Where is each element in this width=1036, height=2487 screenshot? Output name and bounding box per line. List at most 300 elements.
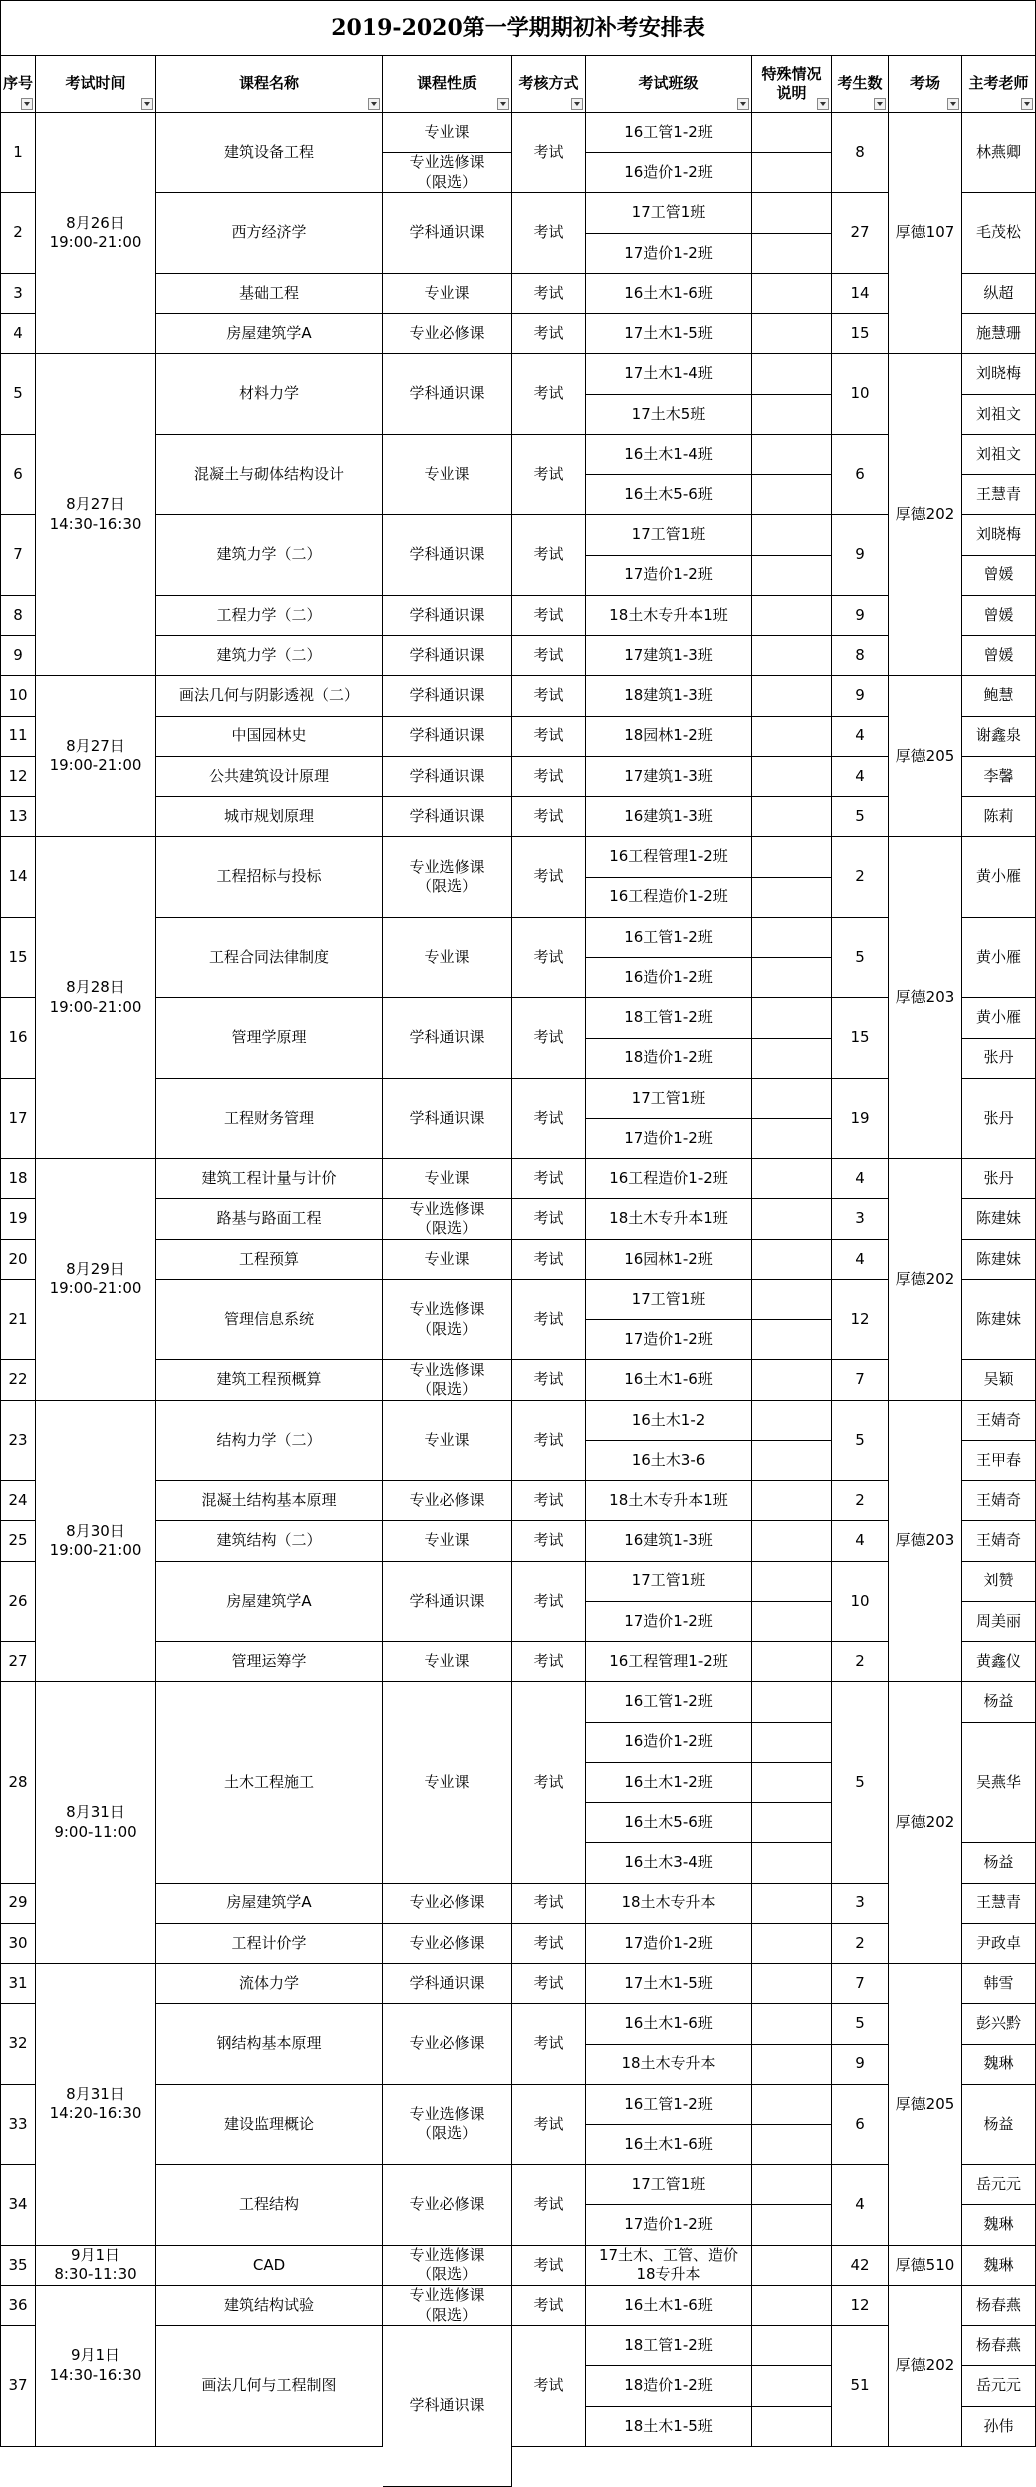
exam-class: 16土木1-6班 — [586, 2125, 752, 2165]
row-number: 15 — [0, 918, 36, 998]
student-count: 4 — [832, 1159, 889, 1199]
lead-teacher: 吴燕华 — [962, 1723, 1036, 1844]
special-note — [752, 1884, 832, 1924]
lead-teacher: 韩雪 — [962, 1964, 1036, 2004]
exam-class: 18土木1-5班 — [586, 2407, 752, 2447]
row-number: 11 — [0, 717, 36, 757]
header-label: 考核方式 — [518, 74, 579, 93]
exam-class: 17土木、工管、造价 18专升本 — [586, 2246, 752, 2286]
row-number: 33 — [0, 2085, 36, 2165]
exam-class: 16建筑1-3班 — [586, 1521, 752, 1561]
header-label: 课程名称 — [238, 74, 299, 93]
course-name: 建筑力学（二） — [156, 636, 383, 676]
course-name: 中国园林史 — [156, 717, 383, 757]
student-count: 15 — [832, 314, 889, 354]
row-number: 2 — [0, 193, 36, 273]
exam-class: 18土木专升本 — [586, 1884, 752, 1924]
course-name: CAD — [156, 2246, 383, 2286]
exam-class: 17造价1-2班 — [586, 1602, 752, 1642]
course-name: 建设监理概论 — [156, 2085, 383, 2165]
special-note — [752, 1682, 832, 1722]
student-count: 9 — [832, 515, 889, 595]
lead-teacher: 黄小雁 — [962, 998, 1036, 1038]
exam-class: 16土木1-2班 — [586, 1763, 752, 1803]
special-note — [752, 193, 832, 233]
course-nature: 学科通识课 — [383, 515, 512, 595]
lead-teacher: 王婧奇 — [962, 1481, 1036, 1521]
exam-class: 16土木1-6班 — [586, 2286, 752, 2326]
exam-class: 16造价1-2班 — [586, 153, 752, 193]
special-note — [752, 2085, 832, 2125]
exam-method: 考试 — [512, 1642, 586, 1682]
exam-time: 8月31日 14:20-16:30 — [36, 1964, 156, 2246]
exam-room: 厚德203 — [889, 1401, 962, 1683]
lead-teacher: 纵超 — [962, 274, 1036, 314]
student-count: 7 — [832, 1360, 889, 1400]
row-number: 7 — [0, 515, 36, 595]
exam-class: 16土木1-4班 — [586, 435, 752, 475]
lead-teacher: 王婧奇 — [962, 1401, 1036, 1441]
exam-method: 考试 — [512, 717, 586, 757]
course-name: 土木工程施工 — [156, 1682, 383, 1883]
special-note — [752, 1843, 832, 1883]
filter-dropdown-icon[interactable] — [21, 98, 33, 110]
exam-method: 考试 — [512, 1199, 586, 1239]
course-name: 工程财务管理 — [156, 1079, 383, 1159]
lead-teacher: 尹政卓 — [962, 1924, 1036, 1964]
lead-teacher: 刘赞 — [962, 1562, 1036, 1602]
course-nature: 学科通识课 — [383, 757, 512, 797]
lead-teacher: 张丹 — [962, 1079, 1036, 1159]
lead-teacher: 刘祖文 — [962, 395, 1036, 435]
course-nature: 专业课 — [383, 274, 512, 314]
exam-class: 18土木专升本1班 — [586, 596, 752, 636]
exam-time: 8月29日 19:00-21:00 — [36, 1159, 156, 1400]
header-label: 考试班级 — [638, 74, 699, 93]
header-course — [156, 56, 383, 113]
exam-class: 16工管1-2班 — [586, 2085, 752, 2125]
row-number: 17 — [0, 1079, 36, 1159]
row-number: 23 — [0, 1401, 36, 1481]
lead-teacher: 陈莉 — [962, 797, 1036, 837]
special-note — [752, 837, 832, 877]
row-number: 6 — [0, 435, 36, 515]
course-name: 混凝土与砌体结构设计 — [156, 435, 383, 515]
special-note — [752, 2407, 832, 2447]
course-nature: 专业选修课 （限选） — [383, 1280, 512, 1360]
student-count: 5 — [832, 1682, 889, 1883]
special-note — [752, 234, 832, 274]
exam-class: 17建筑1-3班 — [586, 757, 752, 797]
course-name: 画法几何与阴影透视（二） — [156, 676, 383, 716]
course-name: 西方经济学 — [156, 193, 383, 273]
course-nature: 学科通识课 — [383, 1079, 512, 1159]
course-nature: 学科通识课 — [383, 1964, 512, 2004]
course-nature: 专业必修课 — [383, 314, 512, 354]
lead-teacher: 林燕卿 — [962, 113, 1036, 193]
exam-class: 16园林1-2班 — [586, 1240, 752, 1280]
exam-method: 考试 — [512, 515, 586, 595]
special-note — [752, 958, 832, 998]
exam-class: 17工管1班 — [586, 1280, 752, 1320]
exam-time: 8月26日 19:00-21:00 — [36, 113, 156, 354]
filter-dropdown-icon[interactable] — [1021, 98, 1033, 110]
exam-method: 考试 — [512, 636, 586, 676]
exam-room: 厚德205 — [889, 1964, 962, 2246]
student-count: 12 — [832, 1280, 889, 1360]
exam-class: 16土木3-4班 — [586, 1843, 752, 1883]
course-name: 管理信息系统 — [156, 1280, 383, 1360]
special-note — [752, 2286, 832, 2326]
student-count: 8 — [832, 636, 889, 676]
student-count: 4 — [832, 2165, 889, 2245]
exam-room: 厚德205 — [889, 676, 962, 837]
special-note — [752, 1924, 832, 1964]
course-nature: 专业必修课 — [383, 2165, 512, 2245]
student-count: 27 — [832, 193, 889, 273]
course-name: 房屋建筑学A — [156, 1884, 383, 1924]
exam-method: 考试 — [512, 113, 586, 193]
lead-teacher: 刘晓梅 — [962, 515, 1036, 555]
student-count: 2 — [832, 837, 889, 917]
exam-class: 17工管1班 — [586, 2165, 752, 2205]
row-number: 20 — [0, 1240, 36, 1280]
special-note — [752, 1240, 832, 1280]
filter-dropdown-icon[interactable] — [874, 98, 886, 110]
special-note — [752, 1602, 832, 1642]
course-nature: 专业课 — [383, 1682, 512, 1883]
exam-class: 16土木1-6班 — [586, 1360, 752, 1400]
exam-time: 8月30日 19:00-21:00 — [36, 1401, 156, 1683]
special-note — [752, 1159, 832, 1199]
course-name: 建筑力学（二） — [156, 515, 383, 595]
student-count: 8 — [832, 113, 889, 193]
lead-teacher: 王婧奇 — [962, 1521, 1036, 1561]
special-note — [752, 1642, 832, 1682]
course-nature: 学科通识课 — [383, 998, 512, 1078]
row-number: 24 — [0, 1481, 36, 1521]
student-count: 4 — [832, 1521, 889, 1561]
course-nature: 专业选修课 （限选） — [383, 2085, 512, 2165]
exam-class: 17土木1-5班 — [586, 1964, 752, 2004]
student-count: 14 — [832, 274, 889, 314]
exam-time: 8月28日 19:00-21:00 — [36, 837, 156, 1159]
student-count: 2 — [832, 1481, 889, 1521]
exam-class: 16工管1-2班 — [586, 918, 752, 958]
special-note — [752, 676, 832, 716]
course-nature: 专业必修课 — [383, 1924, 512, 1964]
course-name: 房屋建筑学A — [156, 314, 383, 354]
special-note — [752, 2326, 832, 2366]
course-name: 混凝土结构基本原理 — [156, 1481, 383, 1521]
exam-class: 17土木1-5班 — [586, 314, 752, 354]
exam-class: 16造价1-2班 — [586, 1723, 752, 1763]
exam-method: 考试 — [512, 918, 586, 998]
student-count: 3 — [832, 1199, 889, 1239]
course-nature: 专业必修课 — [383, 1481, 512, 1521]
header-nature — [383, 56, 512, 113]
student-count: 12 — [832, 2286, 889, 2326]
row-number: 9 — [0, 636, 36, 676]
exam-class: 16工程管理1-2班 — [586, 1642, 752, 1682]
lead-teacher: 魏琳 — [962, 2246, 1036, 2286]
row-number: 26 — [0, 1562, 36, 1642]
course-nature: 学科通识课 — [383, 1562, 512, 1642]
row-number: 25 — [0, 1521, 36, 1561]
exam-method: 考试 — [512, 2246, 586, 2286]
header-label: 考试时间 — [65, 74, 126, 93]
exam-method: 考试 — [512, 797, 586, 837]
student-count: 2 — [832, 1924, 889, 1964]
course-nature: 专业选修课 （限选） — [383, 2286, 512, 2326]
lead-teacher: 鲍慧 — [962, 676, 1036, 716]
filter-dropdown-icon[interactable] — [737, 98, 749, 110]
exam-class: 16建筑1-3班 — [586, 797, 752, 837]
student-count: 5 — [832, 1401, 889, 1481]
student-count: 9 — [832, 676, 889, 716]
special-note — [752, 2246, 832, 2286]
row-number: 16 — [0, 998, 36, 1078]
lead-teacher: 彭兴黔 — [962, 2004, 1036, 2044]
exam-method: 考试 — [512, 1924, 586, 1964]
exam-class: 18建筑1-3班 — [586, 676, 752, 716]
special-note — [752, 435, 832, 475]
course-nature: 专业课 — [383, 1642, 512, 1682]
exam-class: 16造价1-2班 — [586, 958, 752, 998]
student-count: 3 — [832, 1884, 889, 1924]
row-number: 18 — [0, 1159, 36, 1199]
course-nature: 专业课 — [383, 1240, 512, 1280]
exam-time: 9月1日 8:30-11:30 — [36, 2246, 156, 2286]
exam-room: 厚德510 — [889, 2246, 962, 2286]
lead-teacher: 杨益 — [962, 2085, 1036, 2165]
exam-room: 厚德202 — [889, 1159, 962, 1400]
course-name: 建筑结构试验 — [156, 2286, 383, 2326]
lead-teacher: 吴颖 — [962, 1360, 1036, 1400]
course-nature: 专业课 — [383, 113, 512, 153]
row-number: 28 — [0, 1682, 36, 1883]
student-count: 10 — [832, 1562, 889, 1642]
row-number: 4 — [0, 314, 36, 354]
exam-method: 考试 — [512, 1280, 586, 1360]
exam-class: 18造价1-2班 — [586, 1039, 752, 1079]
exam-method: 考试 — [512, 1682, 586, 1883]
exam-class: 17工管1班 — [586, 1562, 752, 1602]
student-count: 5 — [832, 797, 889, 837]
exam-class: 16工程造价1-2班 — [586, 1159, 752, 1199]
exam-method: 考试 — [512, 274, 586, 314]
course-name: 工程招标与投标 — [156, 837, 383, 917]
exam-room: 厚德203 — [889, 837, 962, 1159]
filter-dropdown-icon[interactable] — [947, 98, 959, 110]
lead-teacher: 陈建妹 — [962, 1240, 1036, 1280]
student-count: 19 — [832, 1079, 889, 1159]
filter-dropdown-icon[interactable] — [497, 98, 509, 110]
row-number: 22 — [0, 1360, 36, 1400]
exam-method: 考试 — [512, 2165, 586, 2245]
course-name: 结构力学（二） — [156, 1401, 383, 1481]
special-note — [752, 395, 832, 435]
exam-method: 考试 — [512, 1562, 586, 1642]
lead-teacher: 张丹 — [962, 1159, 1036, 1199]
course-name: 钢结构基本原理 — [156, 2004, 383, 2084]
lead-teacher: 施慧珊 — [962, 314, 1036, 354]
lead-teacher: 谢鑫泉 — [962, 717, 1036, 757]
special-note — [752, 314, 832, 354]
special-note — [752, 1723, 832, 1763]
lead-teacher: 魏琳 — [962, 2205, 1036, 2245]
student-count: 15 — [832, 998, 889, 1078]
header-count — [832, 56, 889, 113]
exam-class: 18土木专升本1班 — [586, 1199, 752, 1239]
row-number: 8 — [0, 596, 36, 636]
exam-time: 8月27日 14:30-16:30 — [36, 354, 156, 676]
header-label: 特殊情况 说明 — [761, 64, 822, 102]
header-label: 主考老师 — [968, 74, 1029, 93]
header-classes — [586, 56, 752, 113]
course-nature: 学科通识课 — [383, 193, 512, 273]
exam-method: 考试 — [512, 1884, 586, 1924]
row-number: 30 — [0, 1924, 36, 1964]
special-note — [752, 2004, 832, 2044]
header-no — [0, 56, 36, 113]
special-note — [752, 918, 832, 958]
row-number: 37 — [0, 2326, 36, 2447]
special-note — [752, 354, 832, 394]
lead-teacher: 陈建妹 — [962, 1280, 1036, 1360]
exam-class: 18工管1-2班 — [586, 998, 752, 1038]
header-room — [889, 56, 962, 113]
exam-class: 17造价1-2班 — [586, 1924, 752, 1964]
student-count: 4 — [832, 717, 889, 757]
special-note — [752, 515, 832, 555]
lead-teacher: 孙伟 — [962, 2407, 1036, 2447]
exam-method: 考试 — [512, 998, 586, 1078]
special-note — [752, 2366, 832, 2406]
course-name: 基础工程 — [156, 274, 383, 314]
course-name: 流体力学 — [156, 1964, 383, 2004]
exam-method: 考试 — [512, 1481, 586, 1521]
course-name: 工程结构 — [156, 2165, 383, 2245]
exam-class: 17土木1-4班 — [586, 354, 752, 394]
row-number: 29 — [0, 1884, 36, 1924]
exam-room: 厚德202 — [889, 354, 962, 676]
lead-teacher: 魏琳 — [962, 2045, 1036, 2085]
header-label: 序号 — [2, 74, 33, 93]
exam-class: 16土木1-6班 — [586, 2004, 752, 2044]
exam-class: 18土木专升本 — [586, 2045, 752, 2085]
course-name: 路基与路面工程 — [156, 1199, 383, 1239]
row-number: 31 — [0, 1964, 36, 2004]
exam-class: 16工管1-2班 — [586, 1682, 752, 1722]
course-name: 建筑设备工程 — [156, 113, 383, 193]
special-note — [752, 2045, 832, 2085]
course-name: 城市规划原理 — [156, 797, 383, 837]
course-nature: 专业选修课 （限选） — [383, 153, 512, 193]
course-nature: 专业课 — [383, 435, 512, 515]
exam-class: 17造价1-2班 — [586, 556, 752, 596]
course-name: 管理学原理 — [156, 998, 383, 1078]
course-nature: 专业课 — [383, 918, 512, 998]
special-note — [752, 475, 832, 515]
special-note — [752, 556, 832, 596]
filter-dropdown-icon[interactable] — [141, 98, 153, 110]
filter-dropdown-icon[interactable] — [571, 98, 583, 110]
header-label: 课程性质 — [416, 74, 477, 93]
special-note — [752, 2165, 832, 2205]
special-note — [752, 274, 832, 314]
row-number: 12 — [0, 757, 36, 797]
special-note — [752, 757, 832, 797]
course-name: 工程合同法律制度 — [156, 918, 383, 998]
row-number: 5 — [0, 354, 36, 434]
course-name: 工程计价学 — [156, 1924, 383, 1964]
lead-teacher: 周美丽 — [962, 1602, 1036, 1642]
special-note — [752, 717, 832, 757]
course-name: 公共建筑设计原理 — [156, 757, 383, 797]
course-name: 房屋建筑学A — [156, 1562, 383, 1642]
special-note — [752, 1964, 832, 2004]
special-note — [752, 2125, 832, 2165]
row-number: 1 — [0, 113, 36, 193]
student-count: 6 — [832, 435, 889, 515]
course-nature: 专业选修课 （限选） — [383, 1199, 512, 1239]
special-note — [752, 1481, 832, 1521]
exam-method: 考试 — [512, 435, 586, 515]
exam-method: 考试 — [512, 676, 586, 716]
course-nature: 学科通识课 — [383, 676, 512, 716]
exam-class: 16土木5-6班 — [586, 1803, 752, 1843]
exam-room: 厚德107 — [889, 113, 962, 354]
lead-teacher: 岳元元 — [962, 2165, 1036, 2205]
course-name: 建筑结构（二） — [156, 1521, 383, 1561]
header-method — [512, 56, 586, 113]
exam-class: 17建筑1-3班 — [586, 636, 752, 676]
course-nature: 学科通识课 — [383, 596, 512, 636]
exam-class: 18园林1-2班 — [586, 717, 752, 757]
special-note — [752, 1280, 832, 1320]
exam-class: 18土木专升本1班 — [586, 1481, 752, 1521]
lead-teacher: 曾媛 — [962, 596, 1036, 636]
course-nature: 专业课 — [383, 1159, 512, 1199]
course-name: 建筑工程预概算 — [156, 1360, 383, 1400]
header-teacher — [962, 56, 1036, 113]
exam-method: 考试 — [512, 1360, 586, 1400]
row-number: 10 — [0, 676, 36, 716]
exam-class: 17工管1班 — [586, 1079, 752, 1119]
exam-class: 18造价1-2班 — [586, 2366, 752, 2406]
student-count: 2 — [832, 1642, 889, 1682]
exam-class: 16工程造价1-2班 — [586, 878, 752, 918]
lead-teacher: 黄鑫仪 — [962, 1642, 1036, 1682]
exam-class: 17造价1-2班 — [586, 234, 752, 274]
lead-teacher: 王甲春 — [962, 1441, 1036, 1481]
lead-teacher: 曾媛 — [962, 636, 1036, 676]
exam-class: 16土木5-6班 — [586, 475, 752, 515]
sheet-title: 2019-2020第一学期期初补考安排表 — [0, 0, 1036, 56]
exam-class: 17造价1-2班 — [586, 2205, 752, 2245]
row-number: 35 — [0, 2246, 36, 2286]
filter-dropdown-icon[interactable] — [817, 98, 829, 110]
filter-dropdown-icon[interactable] — [368, 98, 380, 110]
row-number: 32 — [0, 2004, 36, 2084]
lead-teacher: 杨益 — [962, 1843, 1036, 1883]
student-count: 5 — [832, 2004, 889, 2044]
exam-method: 考试 — [512, 2004, 586, 2084]
course-nature: 专业选修课 （限选） — [383, 1360, 512, 1400]
student-count: 4 — [832, 1240, 889, 1280]
course-nature: 专业课 — [383, 1521, 512, 1561]
